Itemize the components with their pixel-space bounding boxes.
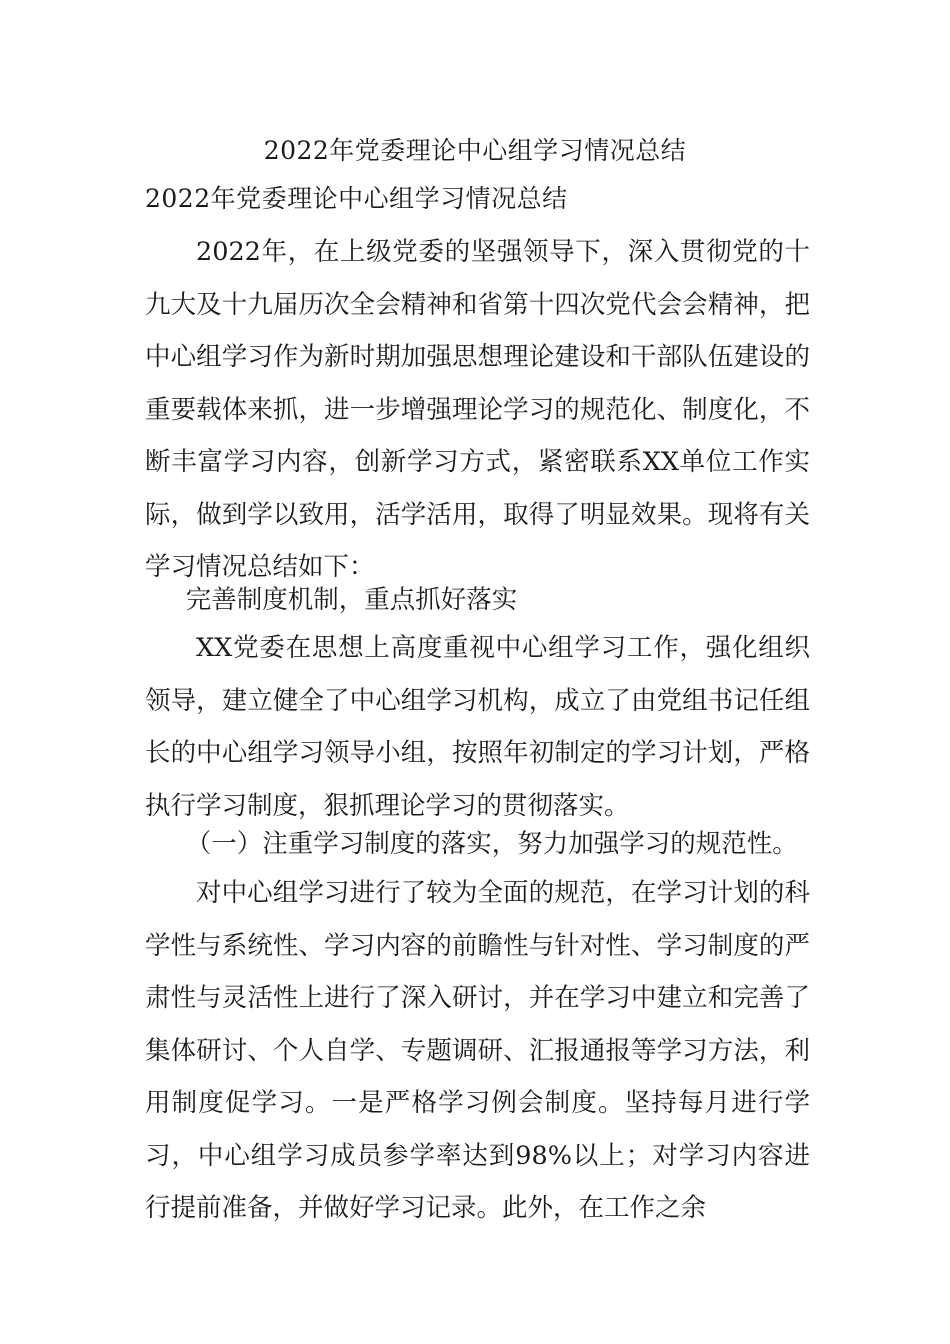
document-title: 2022年党委理论中心组学习情况总结 (263, 136, 687, 165)
subsection-paragraph: 对中心组学习进行了较为全面的规范，在学习计划的科学性与系统性、学习内容的前瞻性与针对性、学习制度的严肃性与灵活性上进行了深入研讨，并在学习中建立和完善了集体研讨、个人自学、专题调研、汇报通报等学习方法，利用制度促学习。一是严格学习例会制度。坚持每月进行学习，中心组学习成员参学率达到98%以上；对学习内容进行提前准备，并做好学习记录。此外，在工作之余 (145, 878, 810, 1223)
section-heading: 完善制度机制，重点抓好落实 (185, 585, 518, 615)
subsection-heading: （一）注重学习制度的落实，努力加强学习的规范性。 (185, 829, 798, 859)
document-subtitle: 2022年党委理论中心组学习情况总结 (145, 184, 568, 213)
section-paragraph: XX党委在思想上高度重视中心组学习工作，强化组织领导，建立健全了中心组学习机构，成立了由党组书记任组长的中心组学习领导小组，按照年初制定的学习计划，严格执行学习制度，狠抓理论学习的贯彻落实。 (145, 633, 810, 821)
intro-paragraph: 2022年，在上级党委的坚强领导下，深入贯彻党的十九大及十九届历次全会精神和省第十四次党代会会精神，把中心组学习作为新时期加强思想理论建设和干部队伍建设的重要载体来抓，进一步增强理论学习的规范化、制度化，不断丰富学习内容，创新学习方式，紧密联系XX单位工作实际，做到学以致用，活学活用，取得了明显效果。现将有关学习情况总结如下： (145, 237, 810, 582)
